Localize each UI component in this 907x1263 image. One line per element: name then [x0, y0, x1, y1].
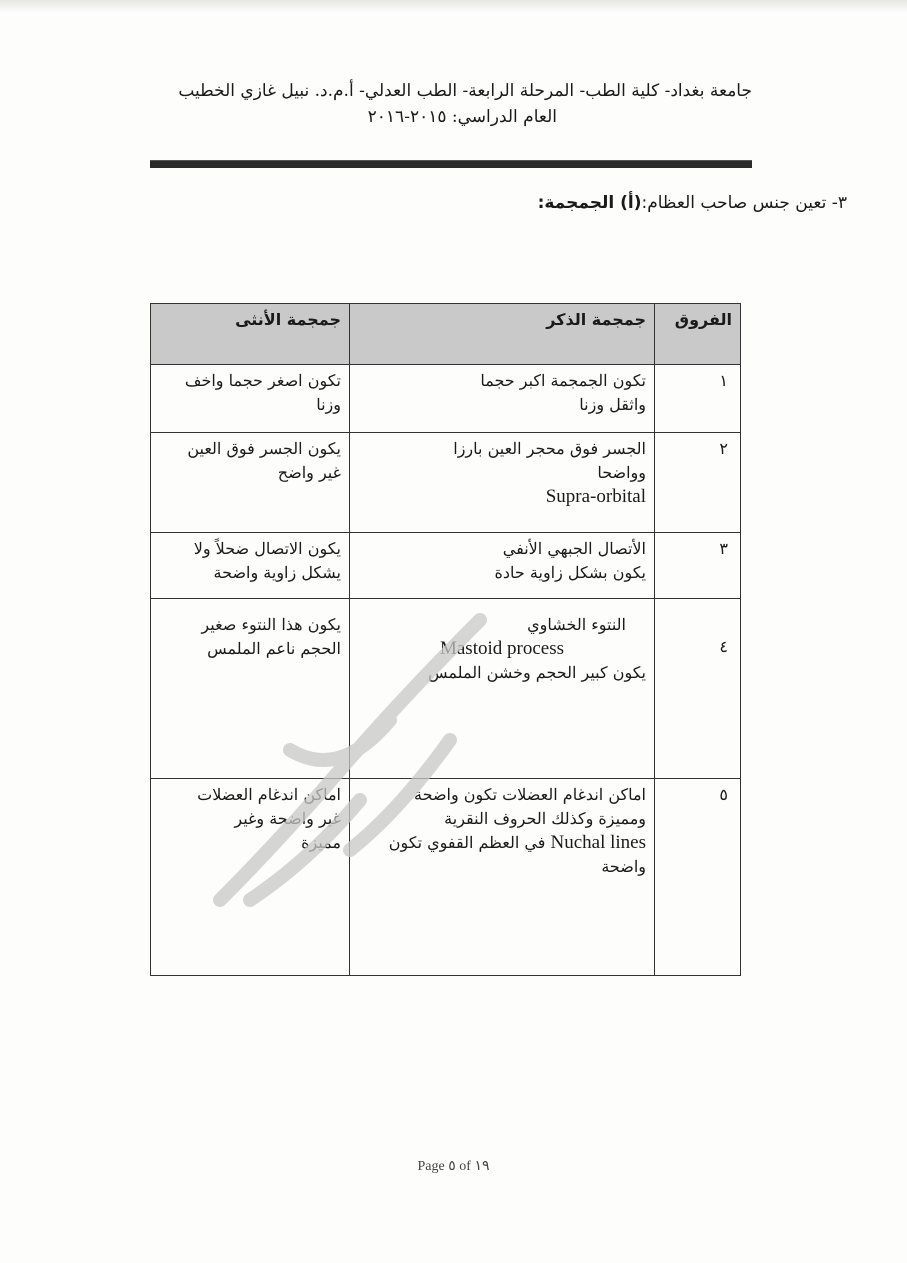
female-cell: [151, 533, 350, 599]
male-cell: [350, 599, 655, 779]
cell-line: تكون الجمجمة اكبر حجما: [480, 371, 646, 390]
cell-line: ومميزة وكذلك الحروف النقرية: [444, 809, 646, 828]
cell-line: واضحة: [601, 857, 646, 876]
row-number: ٤: [655, 599, 741, 779]
female-cell: [151, 433, 350, 533]
male-cell: [350, 533, 655, 599]
cell-line: يكون هذا النتوء صغير: [201, 615, 341, 634]
page-footer: Page ٥ of ١٩: [417, 1159, 490, 1174]
cell-line: اماكن اندغام العضلات تكون واضحة: [414, 785, 646, 804]
male-cell: [350, 779, 655, 976]
row-number: ٥: [655, 779, 741, 976]
table-row: [151, 533, 741, 599]
section-heading: [538, 193, 847, 213]
cell-line: وواضحا: [597, 463, 646, 482]
cell-line: تكون اصغر حجما واخف: [184, 371, 341, 390]
female-cell: [151, 365, 350, 433]
latin-term: Mastoid process: [439, 638, 564, 659]
cell-line: غير واضحة وغير: [234, 809, 341, 828]
header-female-skull: جمجمة الأنثى: [151, 304, 350, 365]
document-header: [132, 78, 752, 130]
cell-line: يكون بشكل زاوية حادة: [494, 563, 646, 582]
section-title: تعين جنس صاحب العظام:: [641, 193, 827, 213]
header-rule: [150, 160, 752, 168]
section-number: ٣-: [831, 193, 847, 213]
row-number: ٣: [655, 533, 741, 599]
header-line-2: العام الدراسي: ٢٠١٥-٢٠١٦: [367, 107, 557, 127]
row-number: ٢: [655, 433, 741, 533]
table-row: [151, 433, 741, 533]
header-line-1: جامعة بغداد- كلية الطب- المرحلة الرابعة- الطب العدلي- أ.م.د. نبيل غازي الخطيب: [178, 81, 752, 101]
cell-line: النتوء الخشاوي: [527, 615, 626, 634]
male-cell: [350, 365, 655, 433]
differences-table: [150, 303, 741, 976]
table-row: [151, 779, 741, 976]
cell-line: غير واضح: [277, 463, 341, 482]
cell-line: يكون الجسر فوق العين: [187, 439, 341, 458]
cell-line: الجسر فوق محجر العين بارزا: [453, 439, 646, 458]
female-cell: [151, 599, 350, 779]
cell-line: وزنا: [316, 395, 341, 414]
male-cell: [350, 433, 655, 533]
latin-term: Supra-orbital: [545, 486, 646, 507]
cell-line: [358, 831, 646, 855]
latin-term: Nuchal lines: [550, 832, 646, 853]
cell-line: يكون الاتصال ضحلاً ولا: [193, 539, 341, 558]
header-differences: الفروق: [655, 304, 741, 365]
cell-line: الأتصال الجبهي الأنفي: [502, 539, 646, 558]
row-number: ١: [655, 365, 741, 433]
cell-line: الحجم ناعم الملمس: [207, 639, 341, 658]
female-cell: [151, 779, 350, 976]
section-subtitle: (أ) الجمجمة:: [537, 193, 642, 213]
cell-line: يكون كبير الحجم وخشن الملمس: [428, 663, 646, 682]
cell-line: يشكل زاوية واضحة: [213, 563, 341, 582]
scan-edge: [0, 0, 907, 12]
header-male-skull: جمجمة الذكر: [350, 304, 655, 365]
cell-line: واثقل وزنا: [579, 395, 646, 414]
table-row: [151, 365, 741, 433]
table-row: [151, 599, 741, 779]
cell-line: مميزة: [301, 833, 341, 852]
cell-text: في العظم القفوي تكون: [388, 833, 551, 852]
table-header-row: [151, 304, 741, 365]
cell-line: اماكن اندغام العضلات: [197, 785, 341, 804]
